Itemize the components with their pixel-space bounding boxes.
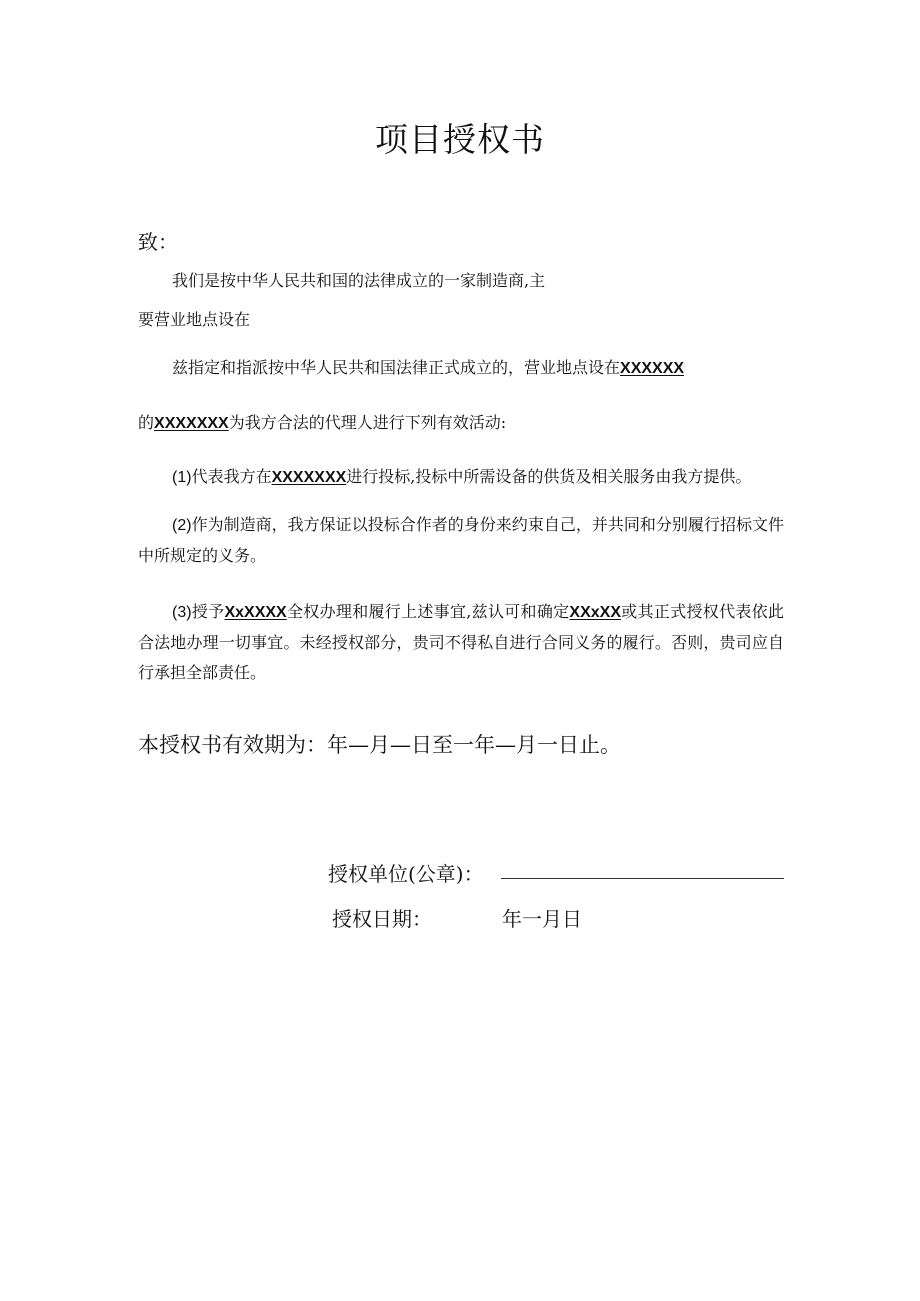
- salutation: 致：: [138, 230, 178, 254]
- item-1-prefix: 代表我方在: [191, 467, 272, 486]
- authorization-date-label: 授权日期：: [332, 907, 432, 931]
- item-1: [172, 467, 751, 488]
- item-2-text: 作为制造商，我方保证以投标合作者的身份来约束自己，并共同和分别履行招标文件中所规定的义务。: [138, 515, 784, 565]
- item-3: [138, 597, 784, 688]
- item-3-prefix: 授予: [191, 602, 225, 621]
- document-title: 项目授权书: [375, 120, 545, 159]
- item-3-middle: 全权办理和履行上述事宜,兹认可和确定: [286, 602, 570, 621]
- intro-line-2: 要营业地点设在: [138, 310, 251, 329]
- agent-line: [138, 413, 506, 434]
- item-2: [138, 510, 784, 571]
- validity-period: 本授权书有效期为：年—月—日至一年—月一日止。: [138, 733, 621, 757]
- item-1-placeholder: XXXXXXX: [271, 469, 347, 486]
- designation-text: 兹指定和指派按中华人民共和国法律正式成立的，营业地点设在: [172, 358, 621, 377]
- agent-placeholder: XXXXXXX: [154, 415, 229, 432]
- agent-suffix: 为我方合法的代理人进行下列有效活动:: [228, 413, 507, 432]
- item-3-placeholder-2: XXxXX: [569, 604, 622, 621]
- authorization-date-value: 年一月日: [502, 907, 582, 931]
- agent-prefix: 的: [138, 413, 155, 432]
- authorizing-unit-signature-line: [501, 878, 784, 879]
- designation-placeholder: XXXXXX: [620, 360, 685, 377]
- item-1-number: (1): [172, 469, 192, 486]
- designation-line: [172, 358, 684, 379]
- item-3-number: (3): [172, 604, 192, 621]
- item-2-number: (2): [172, 517, 192, 534]
- intro-line-1: 我们是按中华人民共和国的法律成立的一家制造商,主: [172, 271, 546, 290]
- item-3-placeholder-1: XxXXXX: [224, 604, 287, 621]
- authorizing-unit-label: 授权单位(公章)：: [328, 862, 484, 886]
- item-1-suffix: 进行投标,投标中所需设备的供货及相关服务由我方提供。: [346, 467, 752, 486]
- item-3-suffix: 或其正式授权代表依此合法地办理一切事宜。未经授权部分，贵司不得私自进行合同义务的履行。否则，贵司应自行承担全部责任。: [138, 602, 784, 682]
